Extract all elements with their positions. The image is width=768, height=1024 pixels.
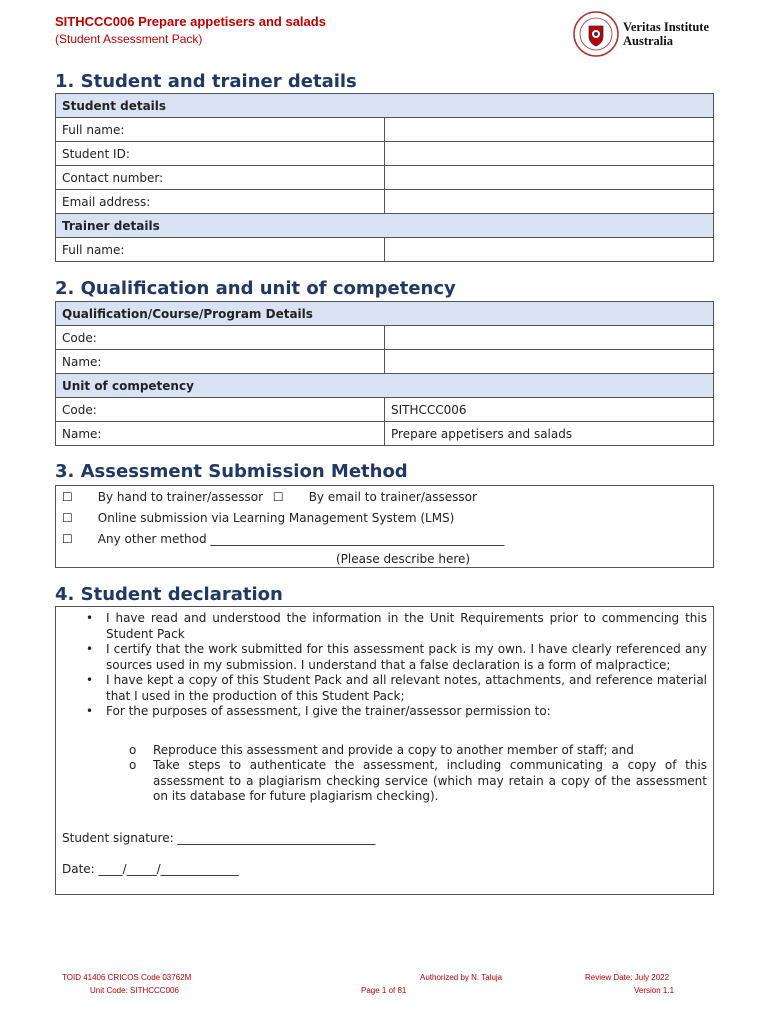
unit-code-value: SITHCCC006 xyxy=(385,398,714,422)
declaration-subtext-2: Take steps to authenticate the assessment, including communicating a copy of this assessment to a plagiarism checking service (which may retain a copy of the assessment on its database for future plagiarism checking). xyxy=(153,758,707,803)
other-method-label: Any other method _________________________________________________ xyxy=(97,532,505,546)
section1-heading: 1. Student and trainer details xyxy=(55,71,357,92)
submission-row-2 xyxy=(62,511,454,525)
submission-method-box xyxy=(55,485,714,568)
bullet: • xyxy=(86,704,94,718)
checkbox-by-email[interactable]: ☐ xyxy=(272,490,284,504)
describe-hint: (Please describe here) xyxy=(336,552,471,566)
contact-number-label: Contact number: xyxy=(56,166,385,190)
institute-logo xyxy=(573,10,723,58)
trainer-full-name-field[interactable] xyxy=(385,238,714,262)
declaration-subitem xyxy=(56,743,713,759)
declaration-item xyxy=(56,642,713,673)
email-address-label: Email address: xyxy=(56,190,385,214)
declaration-item xyxy=(56,611,713,642)
submission-row-1 xyxy=(62,490,477,504)
by-hand-label: By hand to trainer/assessor xyxy=(97,490,264,504)
declaration-text-4: For the purposes of assessment, I give the trainer/assessor permission to: xyxy=(106,704,551,718)
qualification-header: Qualification/Course/Program Details xyxy=(56,302,714,326)
unit-name-label: Name: xyxy=(56,422,385,446)
declaration-subitem xyxy=(56,758,713,805)
qual-name-label: Name: xyxy=(56,350,385,374)
footer-toid: TOID 41406 CRICOS Code 03762M xyxy=(62,973,192,982)
checkbox-by-hand[interactable]: ☐ xyxy=(62,490,73,504)
declaration-text-1: I have read and understood the information in the Unit Requirements prior to commencing this Student Pack xyxy=(106,611,707,641)
declaration-text-2: I certify that the work submitted for this assessment pack is my own. I have clearly referenced any sources used in my submission. I understand that a false declaration is a form of malpractice; xyxy=(106,642,707,672)
sub-bullet: o xyxy=(129,758,137,772)
bullet: • xyxy=(86,611,94,625)
lms-label: Online submission via Learning Management System (LMS) xyxy=(97,511,455,525)
student-signature-line[interactable]: Student signature: _________________________________ xyxy=(62,831,376,845)
full-name-field[interactable] xyxy=(385,118,714,142)
trainer-details-header: Trainer details xyxy=(56,214,714,238)
seal-icon xyxy=(573,10,619,58)
section3-heading: 3. Assessment Submission Method xyxy=(55,461,408,482)
checkbox-other[interactable]: ☐ xyxy=(62,532,73,546)
student-trainer-table xyxy=(55,93,714,262)
declaration-subtext-1: Reproduce this assessment and provide a copy to another member of staff; and xyxy=(153,742,634,757)
section2-heading: 2. Qualification and unit of competency xyxy=(55,278,456,299)
document-subtitle: (Student Assessment Pack) xyxy=(55,32,203,46)
contact-number-field[interactable] xyxy=(385,166,714,190)
logo-text-line1: Veritas Institute xyxy=(623,20,709,34)
full-name-label: Full name: xyxy=(56,118,385,142)
student-details-header: Student details xyxy=(56,94,714,118)
footer-authorized: Authorized by N. Taluja xyxy=(420,973,503,982)
footer-review-date: Review Date: July 2022 xyxy=(585,973,670,982)
bullet: • xyxy=(86,642,94,656)
logo-text xyxy=(623,20,709,48)
unit-code-label: Code: xyxy=(56,398,385,422)
logo-text-line2: Australia xyxy=(623,34,673,48)
section4-heading: 4. Student declaration xyxy=(55,584,283,605)
student-id-label: Student ID: xyxy=(56,142,385,166)
footer-page-number: Page 1 of 81 xyxy=(361,986,407,995)
declaration-list xyxy=(56,611,713,805)
submission-row-3 xyxy=(62,532,504,546)
qualification-table xyxy=(55,301,714,446)
declaration-item xyxy=(56,673,713,704)
qual-code-label: Code: xyxy=(56,326,385,350)
declaration-text-3: I have kept a copy of this Student Pack and all relevant notes, attachments, and reference material that I used in the production of this Student Pack; xyxy=(106,673,707,703)
unit-header: Unit of competency xyxy=(56,374,714,398)
footer-unit-code: Unit Code: SITHCCC006 xyxy=(90,986,179,995)
email-address-field[interactable] xyxy=(385,190,714,214)
qual-code-field[interactable] xyxy=(385,326,714,350)
unit-name-value: Prepare appetisers and salads xyxy=(385,422,714,446)
qual-name-field[interactable] xyxy=(385,350,714,374)
declaration-item xyxy=(56,704,713,720)
declaration-box xyxy=(55,606,714,895)
bullet: • xyxy=(86,673,94,687)
date-line[interactable]: Date: ____/_____/_____________ xyxy=(62,862,239,876)
by-email-label: By email to trainer/assessor xyxy=(308,490,477,504)
student-id-field[interactable] xyxy=(385,142,714,166)
sub-bullet: o xyxy=(129,742,137,757)
document-title: SITHCCC006 Prepare appetisers and salads xyxy=(55,14,326,29)
checkbox-lms[interactable]: ☐ xyxy=(62,511,73,525)
trainer-full-name-label: Full name: xyxy=(56,238,385,262)
footer-version: Version 1.1 xyxy=(634,986,675,995)
